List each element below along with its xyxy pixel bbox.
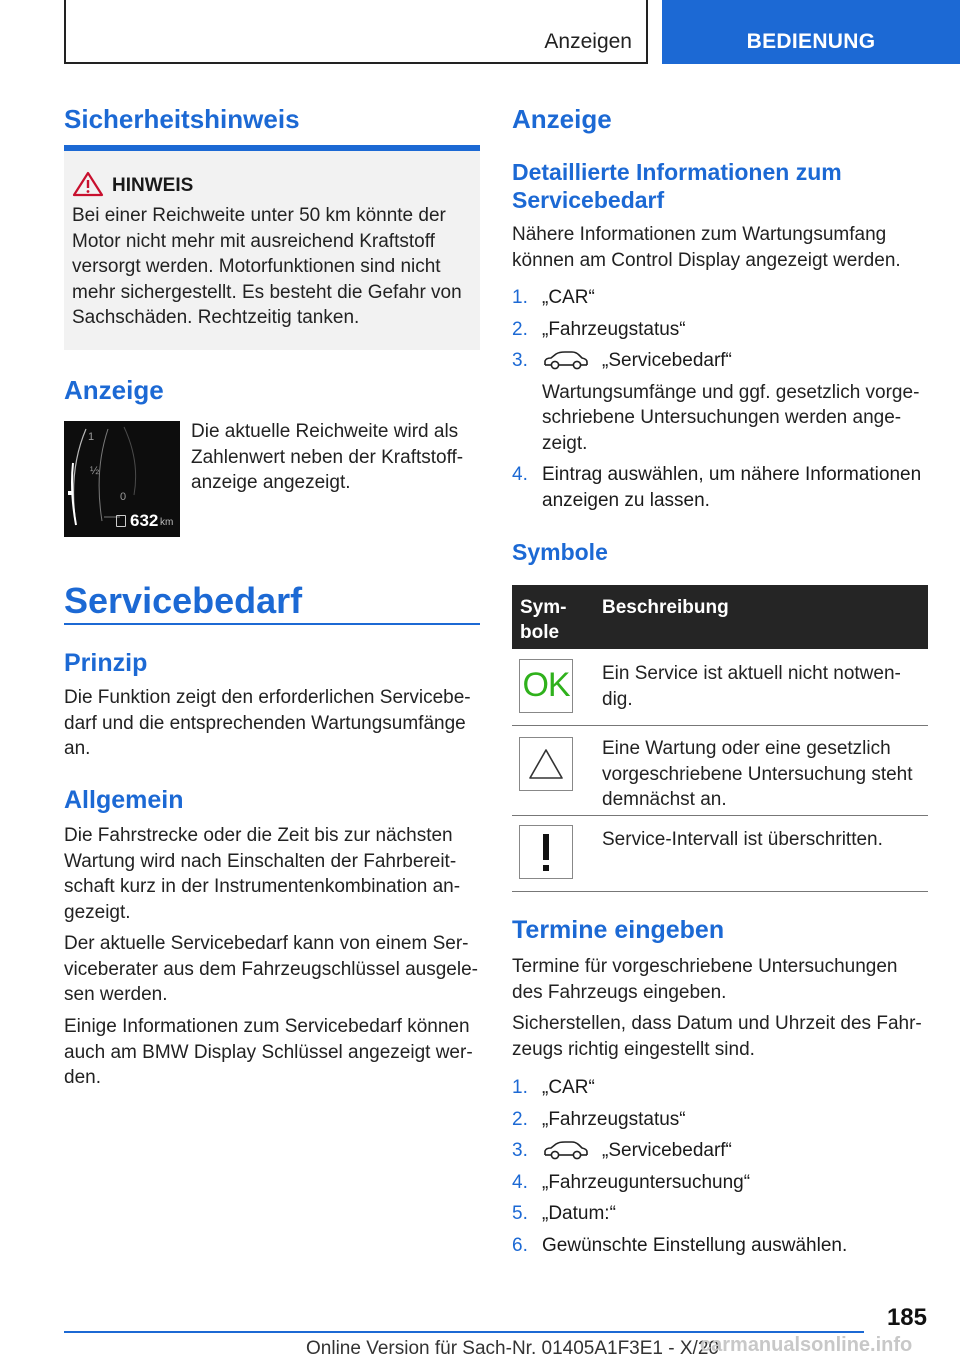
range-unit: km bbox=[160, 517, 174, 528]
ok-icon bbox=[519, 659, 573, 713]
step-text: „Servicebedarf“ bbox=[602, 1140, 732, 1161]
step-text: „Fahrzeugstatus“ bbox=[542, 318, 686, 340]
gauge-mark-0: 0 bbox=[120, 491, 127, 503]
step-text: „CAR“ bbox=[542, 1077, 595, 1098]
warning-triangle-icon bbox=[519, 737, 573, 791]
divider bbox=[64, 623, 480, 625]
list-item bbox=[512, 462, 926, 513]
car-icon bbox=[542, 1140, 590, 1162]
list-item bbox=[512, 1075, 926, 1101]
list-item bbox=[512, 285, 926, 311]
step-number: 4. bbox=[512, 464, 528, 485]
heading-anzeige-left: Anzeige bbox=[64, 375, 164, 405]
gauge-mark-half: ½ bbox=[90, 465, 100, 477]
list-item bbox=[512, 317, 926, 343]
steps-list-2 bbox=[512, 1075, 926, 1264]
header-box bbox=[64, 0, 648, 64]
step-text: „CAR“ bbox=[542, 287, 595, 308]
table-row bbox=[512, 649, 928, 726]
car-icon bbox=[542, 350, 590, 372]
termine-p1: Termine für vorgeschriebene Untersuchungen des Fahrzeugs eingeben. bbox=[512, 956, 898, 1003]
step-number: 2. bbox=[512, 318, 528, 340]
heading-safety: Sicherheitshinweis bbox=[64, 104, 300, 134]
prinzip-text: Die Funktion zeigt den erforderlichen Servicebe-darf und die entsprechenden Wartungsumfänge an. bbox=[64, 687, 471, 759]
step-text: „Servicebedarf“ bbox=[602, 350, 732, 371]
fuel-pump-icon bbox=[116, 515, 126, 527]
triangle-graphic bbox=[520, 738, 572, 790]
warning-icon bbox=[72, 171, 104, 197]
footer-online-version: Online Version für Sach-Nr. 01405A1F3E1 - X/20 bbox=[306, 1338, 719, 1359]
step-number: 6. bbox=[512, 1234, 528, 1256]
table-row bbox=[512, 726, 928, 816]
step-subtext: Wartungsumfänge und ggf. gesetzlich vorge-schriebene Untersuchungen werden ange-zeigt. bbox=[542, 381, 920, 454]
heading-termine: Termine eingeben bbox=[512, 916, 725, 944]
termine-p2: Sicherstellen, dass Datum und Uhrzeit des Fahr-zeugs richtig eingestellt sind. bbox=[512, 1013, 922, 1060]
step-number: 2. bbox=[512, 1108, 528, 1130]
step-number: 1. bbox=[512, 287, 528, 308]
list-item bbox=[512, 1233, 926, 1259]
anzeige-text: Die aktuelle Reichweite wird als Zahlenwert neben der Kraftstoff-anzeige angezeigt. bbox=[191, 421, 464, 493]
page-number: 185 bbox=[886, 1304, 927, 1331]
column-header-beschreibung: Beschreibung bbox=[602, 597, 729, 618]
ok-symbol-text: OK bbox=[522, 666, 570, 704]
list-item bbox=[512, 348, 926, 456]
fuel-gauge-image bbox=[64, 421, 180, 537]
step-number: 4. bbox=[512, 1171, 528, 1193]
step-text: Gewünschte Einstellung auswählen. bbox=[542, 1234, 848, 1256]
table-header bbox=[512, 585, 928, 649]
header-section: Anzeigen bbox=[544, 30, 632, 53]
heading-anzeige-right: Anzeige bbox=[512, 104, 612, 134]
step-text: „Fahrzeuguntersuchung“ bbox=[542, 1171, 751, 1193]
watermark: carmanualsonline.info bbox=[700, 1334, 913, 1356]
list-item bbox=[512, 1170, 926, 1196]
step-number: 5. bbox=[512, 1203, 528, 1224]
steps-list-1 bbox=[512, 285, 926, 519]
column-header-symbole: Sym-bole bbox=[520, 597, 567, 643]
step-number: 3. bbox=[512, 350, 528, 371]
notice-text: Bei einer Reichweite unter 50 km könnte der Motor nicht mehr mit ausreichend Kraftstoff versorgt werden. Motorfunktionen sind nicht mehr sichergestellt. Es besteht die Gefahr von Sachschäden. Rechtzeitig tanken. bbox=[72, 205, 462, 328]
header-tab[interactable]: BEDIENUNG bbox=[662, 0, 960, 64]
step-text: „Datum:“ bbox=[542, 1203, 616, 1224]
allgemein-p1: Die Fahrstrecke oder die Zeit bis zur nächsten Wartung wird nach Einschalten der Fahrbereit-schaft kurz in der Instrumentenkombination an-gezeigt. bbox=[64, 825, 461, 923]
row-description: Eine Wartung oder eine gesetzlich vorgeschriebene Untersuchung steht demnächst an. bbox=[602, 738, 913, 810]
exclamation-icon bbox=[519, 825, 573, 879]
table-row bbox=[512, 816, 928, 892]
list-item bbox=[512, 1107, 926, 1133]
heading-servicebedarf: Servicebedarf bbox=[64, 580, 303, 621]
step-text: Eintrag auswählen, um nähere Informationen anzeigen zu lassen. bbox=[542, 464, 922, 511]
heading-allgemein: Allgemein bbox=[64, 786, 184, 814]
gauge-mark-1: 1 bbox=[88, 431, 95, 443]
step-text: „Fahrzeugstatus“ bbox=[542, 1108, 686, 1130]
row-description: Service-Intervall ist überschritten. bbox=[602, 829, 883, 850]
range-value: 632 bbox=[130, 511, 159, 530]
allgemein-p2: Der aktuelle Servicebedarf kann von einem Ser-viceberater aus dem Fahrzeugschlüssel ausgele-sen werden. bbox=[64, 933, 478, 1005]
step-number: 3. bbox=[512, 1140, 528, 1161]
list-item bbox=[512, 1201, 926, 1227]
detail-text: Nähere Informationen zum Wartungsumfang können am Control Display angezeigt werden. bbox=[512, 224, 901, 271]
symbols-table bbox=[512, 585, 928, 892]
list-item bbox=[512, 1138, 926, 1164]
row-description: Ein Service ist aktuell nicht notwen-dig. bbox=[602, 663, 901, 710]
heading-prinzip: Prinzip bbox=[64, 649, 148, 677]
footer-divider bbox=[64, 1331, 864, 1333]
allgemein-p3: Einige Informationen zum Servicebedarf können auch am BMW Display Schlüssel angezeigt wer-den. bbox=[64, 1016, 473, 1088]
heading-symbole: Symbole bbox=[512, 539, 608, 565]
exclamation-graphic bbox=[520, 826, 572, 878]
heading-detail: Detaillierte Informationen zum Servicebedarf bbox=[512, 159, 842, 213]
notice-box bbox=[64, 151, 480, 350]
step-number: 1. bbox=[512, 1077, 528, 1098]
notice-title: HINWEIS bbox=[112, 175, 194, 196]
